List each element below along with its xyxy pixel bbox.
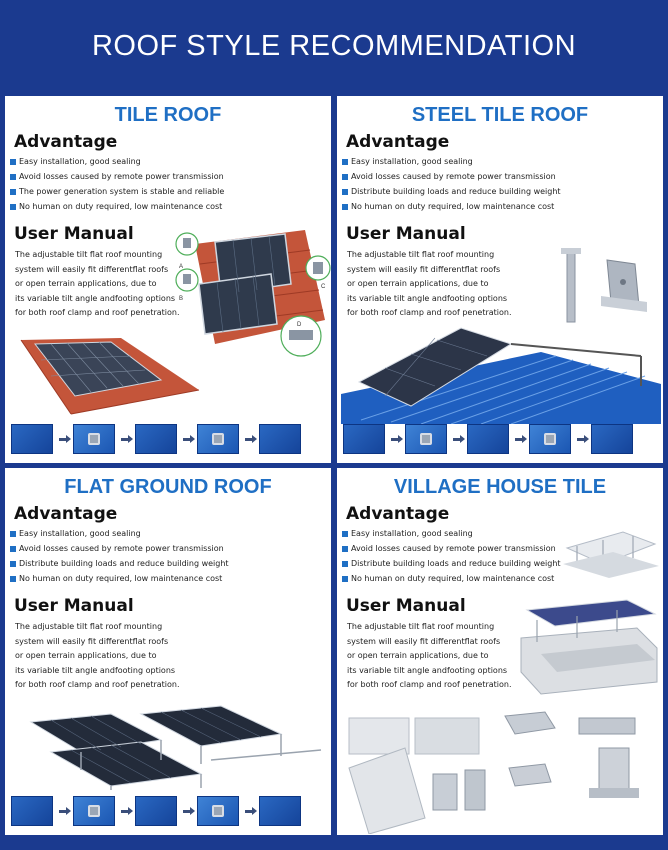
pergola-illustration xyxy=(563,518,659,578)
bullet-icon xyxy=(342,531,348,537)
advantage-list xyxy=(10,154,224,214)
installation-steps xyxy=(11,424,301,454)
list-item: No human on duty required, low maintenance cost xyxy=(342,199,561,214)
step-thumbnail xyxy=(529,424,571,454)
bullet-icon xyxy=(10,546,16,552)
list-item: Avoid losses caused by remote power transmission xyxy=(342,541,561,556)
page-title: ROOF STYLE RECOMMENDATION xyxy=(91,29,577,62)
step-thumbnail xyxy=(343,424,385,454)
user-manual-text: The adjustable tilt flat roof mounting system will easily fit differentflat roofs or open terrain applications, due to its variable tilt angle andfooting options for both roof clamp and roof penetration. xyxy=(15,622,180,689)
arrow-right-icon xyxy=(577,438,585,441)
bullet-icon xyxy=(10,561,16,567)
list-item: No human on duty required, low maintenance cost xyxy=(10,571,229,586)
advantage-heading: Advantage xyxy=(346,504,450,524)
arrow-right-icon xyxy=(245,810,253,813)
list-item: Distribute building loads and reduce building weight xyxy=(342,184,561,199)
bullet-icon xyxy=(342,204,348,210)
advantage-heading: Advantage xyxy=(14,132,118,152)
list-item: No human on duty required, low maintenance cost xyxy=(10,199,224,214)
mounting-bracket-illustration xyxy=(547,246,657,326)
user-manual-heading: User Manual xyxy=(14,224,134,244)
components-illustration xyxy=(345,708,661,834)
panel-flat-ground-roof xyxy=(5,468,331,835)
bullet-icon xyxy=(10,531,16,537)
panel-title: STEEL TILE ROOF xyxy=(411,104,589,126)
step-thumbnail xyxy=(73,424,115,454)
advantage-list xyxy=(342,526,561,586)
list-item: Easy installation, good sealing xyxy=(10,526,229,541)
arrow-right-icon xyxy=(59,438,67,441)
bullet-icon xyxy=(342,561,348,567)
bullet-icon xyxy=(342,174,348,180)
step-thumbnail xyxy=(405,424,447,454)
arrow-right-icon xyxy=(515,438,523,441)
list-item: Avoid losses caused by remote power transmission xyxy=(10,169,224,184)
list-item: Easy installation, good sealing xyxy=(342,154,561,169)
step-thumbnail xyxy=(259,796,301,826)
user-manual-heading: User Manual xyxy=(14,596,134,616)
bullet-icon xyxy=(10,174,16,180)
step-thumbnail xyxy=(591,424,633,454)
arrow-right-icon xyxy=(183,438,191,441)
list-item: Distribute building loads and reduce building weight xyxy=(10,556,229,571)
bullet-icon xyxy=(10,204,16,210)
bullet-icon xyxy=(342,576,348,582)
user-manual-heading: User Manual xyxy=(346,596,466,616)
user-manual-heading: User Manual xyxy=(346,224,466,244)
arrow-right-icon xyxy=(245,438,253,441)
list-item: Distribute building loads and reduce building weight xyxy=(342,556,561,571)
arrow-right-icon xyxy=(391,438,399,441)
user-manual-text: The adjustable tilt flat roof mounting system will easily fit differentflat roofs or open terrain applications, due to its variable tilt angle andfooting options for both roof clamp and roof penetration. xyxy=(15,250,180,317)
bullet-icon xyxy=(10,576,16,582)
bullet-icon xyxy=(10,189,16,195)
arrow-right-icon xyxy=(121,438,129,441)
arrow-right-icon xyxy=(453,438,461,441)
step-thumbnail xyxy=(197,796,239,826)
bullet-icon xyxy=(342,546,348,552)
panel-tile-roof xyxy=(5,96,331,463)
step-thumbnail xyxy=(11,424,53,454)
step-thumbnail xyxy=(467,424,509,454)
arrow-right-icon xyxy=(121,810,129,813)
callout-label: B xyxy=(179,296,184,302)
callout-label: D xyxy=(297,322,302,328)
panel-title: TILE ROOF xyxy=(114,104,222,126)
advantage-heading: Advantage xyxy=(14,504,118,524)
steel-roof-illustration xyxy=(341,324,661,424)
panel-title: VILLAGE HOUSE TILE xyxy=(393,476,607,498)
list-item: Avoid losses caused by remote power transmission xyxy=(10,541,229,556)
list-item: Easy installation, good sealing xyxy=(10,154,224,169)
list-item: Avoid losses caused by remote power transmission xyxy=(342,169,561,184)
step-thumbnail xyxy=(135,424,177,454)
user-manual-text: The adjustable tilt flat roof mounting system will easily fit differentflat roofs or open terrain applications, due to its variable tilt angle andfooting options for both roof clamp and roof penetration. xyxy=(347,622,512,689)
arrow-right-icon xyxy=(183,810,191,813)
list-item: The power generation system is stable and reliable xyxy=(10,184,224,199)
panel-title: FLAT GROUND ROOF xyxy=(64,476,272,498)
advantage-list xyxy=(342,154,561,214)
callout-label: A xyxy=(179,264,184,270)
list-item: No human on duty required, low maintenance cost xyxy=(342,571,561,586)
arrow-right-icon xyxy=(59,810,67,813)
house-roof-illustration xyxy=(11,334,201,418)
page-header xyxy=(0,0,668,92)
step-thumbnail xyxy=(73,796,115,826)
installation-steps xyxy=(343,424,633,454)
callout-label: C xyxy=(321,284,326,290)
advantage-heading: Advantage xyxy=(346,132,450,152)
village-house-illustration xyxy=(517,598,659,696)
ground-array-illustration xyxy=(11,700,329,792)
bullet-icon xyxy=(342,189,348,195)
step-thumbnail xyxy=(135,796,177,826)
advantage-list xyxy=(10,526,229,586)
panel-steel-tile-roof xyxy=(337,96,663,463)
user-manual-text: The adjustable tilt flat roof mounting system will easily fit differentflat roofs or open terrain applications, due to its variable tilt angle andfooting options for both roof clamp and roof penetration. xyxy=(347,250,512,317)
step-thumbnail xyxy=(11,796,53,826)
list-item: Easy installation, good sealing xyxy=(342,526,561,541)
step-thumbnail xyxy=(259,424,301,454)
step-thumbnail xyxy=(197,424,239,454)
bullet-icon xyxy=(342,159,348,165)
panel-village-house-tile xyxy=(337,468,663,835)
bullet-icon xyxy=(10,159,16,165)
installation-steps xyxy=(11,796,301,826)
